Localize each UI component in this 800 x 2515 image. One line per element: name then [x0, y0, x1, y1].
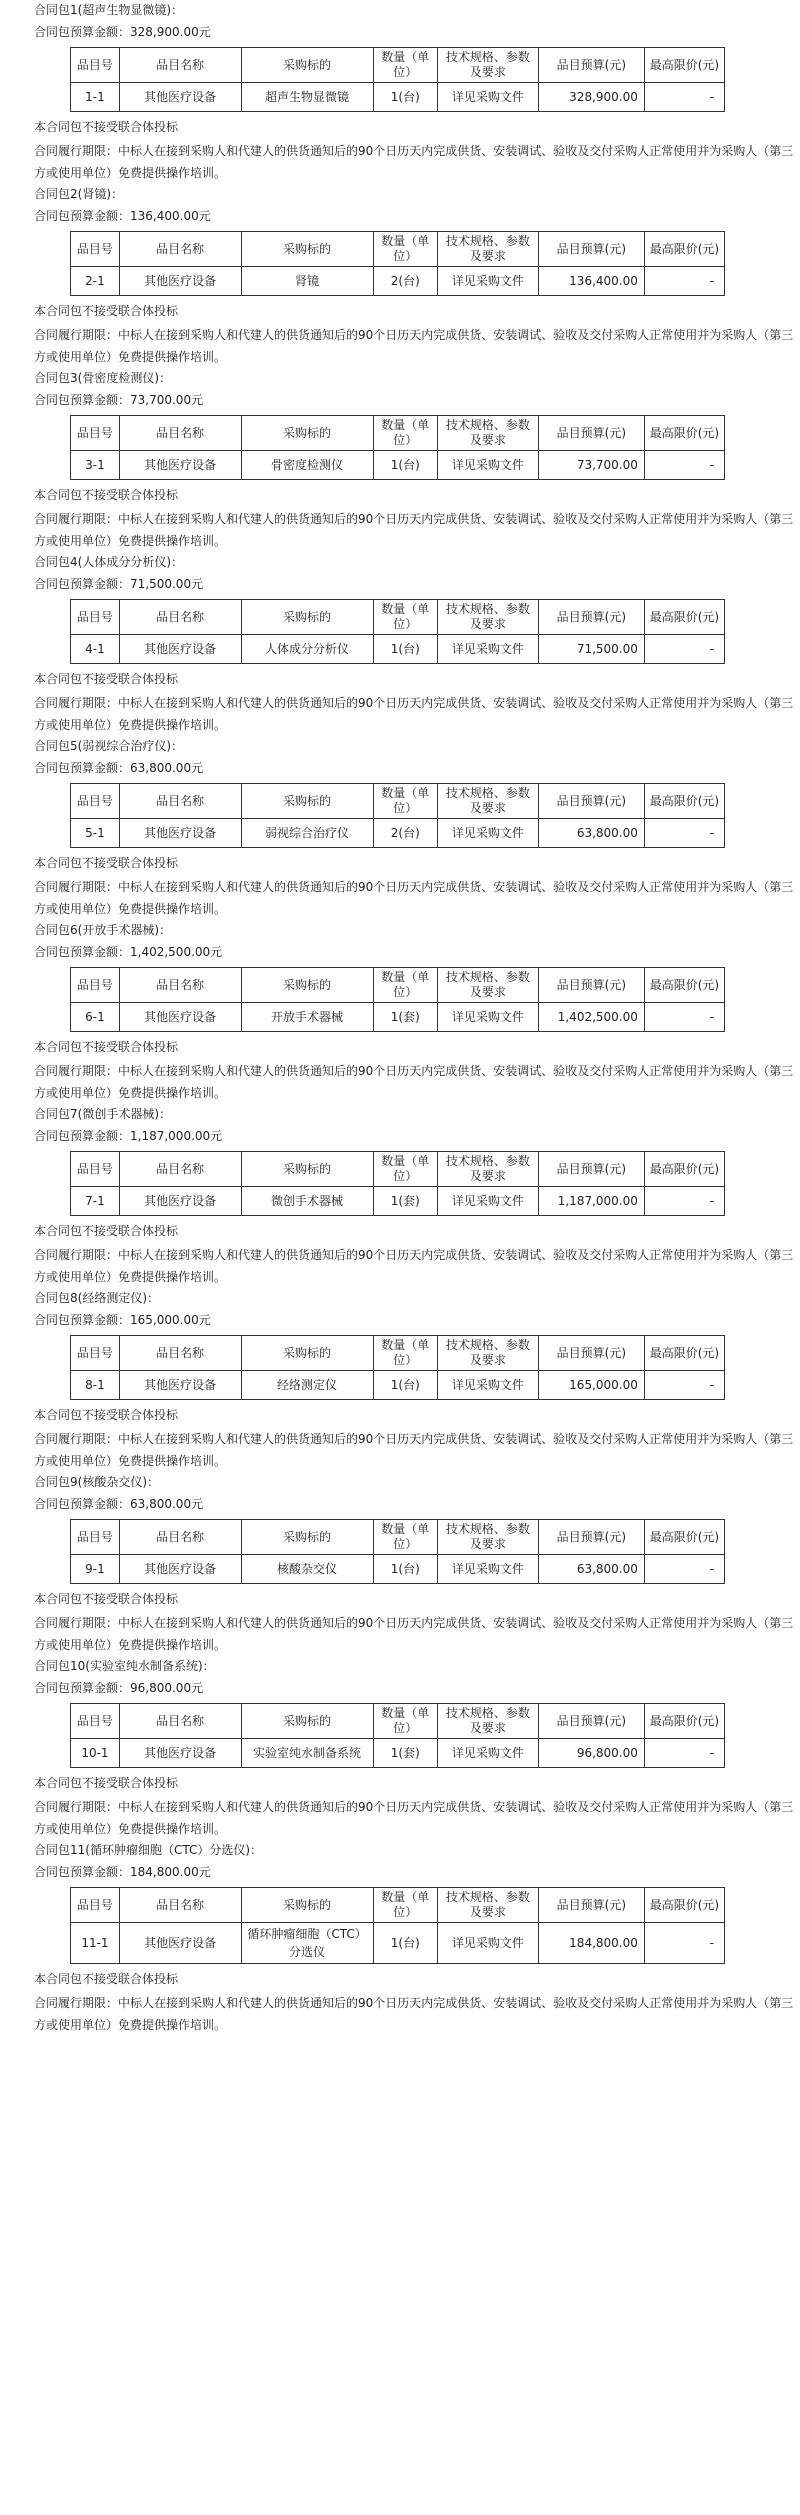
package-title: 合同包7(微创手术器械)：: [34, 1107, 171, 1121]
cell-target: 超声生物显微镜: [241, 83, 373, 112]
contract-package: [0, 737, 800, 920]
header-budget: 品目预算(元): [538, 1704, 644, 1739]
performance-period-clause: 合同履行期限：中标人在接到采购人和代建人的供货通知后的90个日历天内完成供货、安装调试、验收及交付采购人正常使用并为采购人（第三方或使用单位）免费提供操作培训。: [34, 880, 794, 916]
header-budget: 品目预算(元): [538, 968, 644, 1003]
header-max-price: 最高限价(元): [644, 1704, 724, 1739]
package-title: 合同包10(实验室纯水制备系统)：: [34, 1659, 215, 1673]
cell-item-no: 1-1: [71, 83, 120, 112]
header-spec: 技术规格、参数及要求: [438, 1704, 539, 1739]
header-item-no: 品目号: [71, 1152, 120, 1187]
cell-max-price: -: [644, 1923, 724, 1964]
header-target: 采购标的: [241, 1336, 373, 1371]
cell-budget: 73,700.00: [538, 451, 644, 480]
package-table: [70, 415, 725, 480]
cell-max-price: -: [644, 1187, 724, 1216]
cell-target: 经络测定仪: [241, 1371, 373, 1400]
package-budget: 合同包预算金额：63,800.00元: [34, 761, 204, 775]
contract-package: [0, 1473, 800, 1656]
header-budget: 品目预算(元): [538, 784, 644, 819]
table-header-row: [71, 968, 725, 1003]
header-target: 采购标的: [241, 416, 373, 451]
header-budget: 品目预算(元): [538, 232, 644, 267]
cell-budget: 1,187,000.00: [538, 1187, 644, 1216]
contract-package: [0, 369, 800, 552]
contract-package: [0, 185, 800, 368]
table-header-row: [71, 1152, 725, 1187]
cell-item-name: 其他医疗设备: [119, 1371, 241, 1400]
header-item-name: 品目名称: [119, 1152, 241, 1187]
cell-spec: 详见采购文件: [438, 83, 539, 112]
package-table: [70, 967, 725, 1032]
table-header-row: [71, 784, 725, 819]
header-target: 采购标的: [241, 1520, 373, 1555]
table-row: [71, 267, 725, 296]
header-quantity: 数量（单位）: [373, 600, 437, 635]
no-consortium-note: 本合同包不接受联合体投标: [34, 120, 179, 134]
no-consortium-note: 本合同包不接受联合体投标: [34, 488, 179, 502]
cell-quantity: 1(台): [373, 635, 437, 664]
package-title: 合同包3(骨密度检测仪)：: [34, 371, 171, 385]
package-table: [70, 599, 725, 664]
header-spec: 技术规格、参数及要求: [438, 1336, 539, 1371]
cell-item-no: 5-1: [71, 819, 120, 848]
no-consortium-note: 本合同包不接受联合体投标: [34, 1776, 179, 1790]
header-item-name: 品目名称: [119, 968, 241, 1003]
header-spec: 技术规格、参数及要求: [438, 232, 539, 267]
table-row: [71, 1187, 725, 1216]
header-item-no: 品目号: [71, 1336, 120, 1371]
cell-budget: 96,800.00: [538, 1739, 644, 1768]
performance-period-clause: 合同履行期限：中标人在接到采购人和代建人的供货通知后的90个日历天内完成供货、安装调试、验收及交付采购人正常使用并为采购人（第三方或使用单位）免费提供操作培训。: [34, 1248, 794, 1284]
table-header-row: [71, 600, 725, 635]
header-spec: 技术规格、参数及要求: [438, 1888, 539, 1923]
header-spec: 技术规格、参数及要求: [438, 1520, 539, 1555]
package-budget: 合同包预算金额：184,800.00元: [34, 1865, 211, 1879]
cell-budget: 71,500.00: [538, 635, 644, 664]
cell-target: 开放手术器械: [241, 1003, 373, 1032]
package-table: [70, 1887, 725, 1964]
cell-quantity: 1(台): [373, 83, 437, 112]
no-consortium-note: 本合同包不接受联合体投标: [34, 304, 179, 318]
header-budget: 品目预算(元): [538, 416, 644, 451]
cell-target: 肾镜: [241, 267, 373, 296]
performance-period-clause: 合同履行期限：中标人在接到采购人和代建人的供货通知后的90个日历天内完成供货、安装调试、验收及交付采购人正常使用并为采购人（第三方或使用单位）免费提供操作培训。: [34, 144, 794, 180]
cell-max-price: -: [644, 267, 724, 296]
header-quantity: 数量（单位）: [373, 232, 437, 267]
performance-period-clause: 合同履行期限：中标人在接到采购人和代建人的供货通知后的90个日历天内完成供货、安装调试、验收及交付采购人正常使用并为采购人（第三方或使用单位）免费提供操作培训。: [34, 696, 794, 732]
header-max-price: 最高限价(元): [644, 1152, 724, 1187]
header-target: 采购标的: [241, 1152, 373, 1187]
table-row: [71, 1739, 725, 1768]
header-quantity: 数量（单位）: [373, 1520, 437, 1555]
cell-max-price: -: [644, 83, 724, 112]
cell-target: 骨密度检测仪: [241, 451, 373, 480]
package-budget: 合同包预算金额：1,187,000.00元: [34, 1129, 223, 1143]
package-table: [70, 47, 725, 112]
cell-spec: 详见采购文件: [438, 267, 539, 296]
header-target: 采购标的: [241, 232, 373, 267]
cell-item-no: 2-1: [71, 267, 120, 296]
header-max-price: 最高限价(元): [644, 784, 724, 819]
header-spec: 技术规格、参数及要求: [438, 968, 539, 1003]
cell-item-no: 4-1: [71, 635, 120, 664]
header-quantity: 数量（单位）: [373, 1336, 437, 1371]
header-spec: 技术规格、参数及要求: [438, 416, 539, 451]
table-row: [71, 635, 725, 664]
package-title: 合同包8(经络测定仪)：: [34, 1291, 159, 1305]
cell-target: 微创手术器械: [241, 1187, 373, 1216]
header-max-price: 最高限价(元): [644, 1888, 724, 1923]
contract-package: [0, 1105, 800, 1288]
header-max-price: 最高限价(元): [644, 1520, 724, 1555]
header-budget: 品目预算(元): [538, 1888, 644, 1923]
cell-quantity: 1(套): [373, 1187, 437, 1216]
cell-quantity: 1(套): [373, 1003, 437, 1032]
header-item-name: 品目名称: [119, 1336, 241, 1371]
table-row: [71, 1555, 725, 1584]
header-max-price: 最高限价(元): [644, 1336, 724, 1371]
cell-item-no: 6-1: [71, 1003, 120, 1032]
cell-target: 弱视综合治疗仪: [241, 819, 373, 848]
cell-item-name: 其他医疗设备: [119, 1739, 241, 1768]
performance-period-clause: 合同履行期限：中标人在接到采购人和代建人的供货通知后的90个日历天内完成供货、安装调试、验收及交付采购人正常使用并为采购人（第三方或使用单位）免费提供操作培训。: [34, 1800, 794, 1836]
no-consortium-note: 本合同包不接受联合体投标: [34, 1408, 179, 1422]
cell-budget: 63,800.00: [538, 819, 644, 848]
header-item-name: 品目名称: [119, 1520, 241, 1555]
table-header-row: [71, 48, 725, 83]
cell-spec: 详见采购文件: [438, 1003, 539, 1032]
header-item-name: 品目名称: [119, 600, 241, 635]
header-quantity: 数量（单位）: [373, 48, 437, 83]
cell-item-no: 11-1: [71, 1923, 120, 1964]
table-row: [71, 451, 725, 480]
header-spec: 技术规格、参数及要求: [438, 1152, 539, 1187]
header-item-no: 品目号: [71, 784, 120, 819]
table-row: [71, 1923, 725, 1964]
contract-package: [0, 1289, 800, 1472]
cell-budget: 63,800.00: [538, 1555, 644, 1584]
cell-max-price: -: [644, 451, 724, 480]
header-target: 采购标的: [241, 48, 373, 83]
contract-package: [0, 1841, 800, 2036]
document: [0, 1, 800, 2036]
header-quantity: 数量（单位）: [373, 784, 437, 819]
package-title: 合同包2(肾镜)：: [34, 187, 123, 201]
header-item-no: 品目号: [71, 1888, 120, 1923]
header-target: 采购标的: [241, 600, 373, 635]
header-quantity: 数量（单位）: [373, 416, 437, 451]
cell-quantity: 2(台): [373, 267, 437, 296]
header-item-name: 品目名称: [119, 48, 241, 83]
package-title: 合同包5(弱视综合治疗仪)：: [34, 739, 183, 753]
header-max-price: 最高限价(元): [644, 232, 724, 267]
package-title: 合同包11(循环肿瘤细胞（CTC）分选仪)：: [34, 1843, 263, 1857]
no-consortium-note: 本合同包不接受联合体投标: [34, 672, 179, 686]
header-quantity: 数量（单位）: [373, 1152, 437, 1187]
performance-period-clause: 合同履行期限：中标人在接到采购人和代建人的供货通知后的90个日历天内完成供货、安装调试、验收及交付采购人正常使用并为采购人（第三方或使用单位）免费提供操作培训。: [34, 1996, 794, 2032]
contract-package: [0, 921, 800, 1104]
cell-budget: 328,900.00: [538, 83, 644, 112]
cell-budget: 136,400.00: [538, 267, 644, 296]
cell-target: 实验室纯水制备系统: [241, 1739, 373, 1768]
cell-max-price: -: [644, 819, 724, 848]
cell-quantity: 2(台): [373, 819, 437, 848]
cell-target: 人体成分分析仪: [241, 635, 373, 664]
table-header-row: [71, 1520, 725, 1555]
cell-item-name: 其他医疗设备: [119, 1003, 241, 1032]
package-title: 合同包6(开放手术器械)：: [34, 923, 171, 937]
header-spec: 技术规格、参数及要求: [438, 784, 539, 819]
header-quantity: 数量（单位）: [373, 1888, 437, 1923]
header-budget: 品目预算(元): [538, 1520, 644, 1555]
cell-item-no: 8-1: [71, 1371, 120, 1400]
header-budget: 品目预算(元): [538, 1336, 644, 1371]
header-max-price: 最高限价(元): [644, 600, 724, 635]
table-header-row: [71, 1336, 725, 1371]
package-table: [70, 1335, 725, 1400]
cell-spec: 详见采购文件: [438, 1923, 539, 1964]
cell-target: 循环肿瘤细胞（CTC）分选仪: [241, 1923, 373, 1964]
cell-item-name: 其他医疗设备: [119, 1187, 241, 1216]
performance-period-clause: 合同履行期限：中标人在接到采购人和代建人的供货通知后的90个日历天内完成供货、安装调试、验收及交付采购人正常使用并为采购人（第三方或使用单位）免费提供操作培训。: [34, 1432, 794, 1468]
header-item-name: 品目名称: [119, 1888, 241, 1923]
package-table: [70, 783, 725, 848]
header-item-no: 品目号: [71, 1704, 120, 1739]
package-budget: 合同包预算金额：71,500.00元: [34, 577, 204, 591]
contract-package: [0, 1, 800, 184]
cell-target: 核酸杂交仪: [241, 1555, 373, 1584]
cell-spec: 详见采购文件: [438, 635, 539, 664]
header-item-no: 品目号: [71, 600, 120, 635]
package-table: [70, 231, 725, 296]
cell-item-name: 其他医疗设备: [119, 267, 241, 296]
header-max-price: 最高限价(元): [644, 968, 724, 1003]
table-row: [71, 819, 725, 848]
package-budget: 合同包预算金额：136,400.00元: [34, 209, 211, 223]
cell-quantity: 1(套): [373, 1739, 437, 1768]
cell-item-name: 其他医疗设备: [119, 451, 241, 480]
cell-budget: 184,800.00: [538, 1923, 644, 1964]
header-target: 采购标的: [241, 1888, 373, 1923]
cell-item-name: 其他医疗设备: [119, 83, 241, 112]
cell-item-no: 10-1: [71, 1739, 120, 1768]
no-consortium-note: 本合同包不接受联合体投标: [34, 1040, 179, 1054]
cell-spec: 详见采购文件: [438, 1555, 539, 1584]
package-budget: 合同包预算金额：73,700.00元: [34, 393, 204, 407]
cell-item-no: 9-1: [71, 1555, 120, 1584]
cell-spec: 详见采购文件: [438, 1739, 539, 1768]
header-item-no: 品目号: [71, 1520, 120, 1555]
header-budget: 品目预算(元): [538, 48, 644, 83]
cell-item-name: 其他医疗设备: [119, 1555, 241, 1584]
header-max-price: 最高限价(元): [644, 416, 724, 451]
cell-spec: 详见采购文件: [438, 451, 539, 480]
cell-spec: 详见采购文件: [438, 1371, 539, 1400]
performance-period-clause: 合同履行期限：中标人在接到采购人和代建人的供货通知后的90个日历天内完成供货、安装调试、验收及交付采购人正常使用并为采购人（第三方或使用单位）免费提供操作培训。: [34, 1616, 794, 1652]
package-title: 合同包4(人体成分分析仪)：: [34, 555, 183, 569]
performance-period-clause: 合同履行期限：中标人在接到采购人和代建人的供货通知后的90个日历天内完成供货、安装调试、验收及交付采购人正常使用并为采购人（第三方或使用单位）免费提供操作培训。: [34, 1064, 794, 1100]
header-spec: 技术规格、参数及要求: [438, 600, 539, 635]
table-row: [71, 1003, 725, 1032]
header-spec: 技术规格、参数及要求: [438, 48, 539, 83]
header-budget: 品目预算(元): [538, 1152, 644, 1187]
cell-budget: 165,000.00: [538, 1371, 644, 1400]
package-table: [70, 1703, 725, 1768]
table-header-row: [71, 232, 725, 267]
package-budget: 合同包预算金额：328,900.00元: [34, 25, 211, 39]
header-target: 采购标的: [241, 784, 373, 819]
cell-item-name: 其他医疗设备: [119, 635, 241, 664]
table-header-row: [71, 416, 725, 451]
cell-quantity: 1(台): [373, 1371, 437, 1400]
cell-max-price: -: [644, 1371, 724, 1400]
header-quantity: 数量（单位）: [373, 1704, 437, 1739]
cell-max-price: -: [644, 1003, 724, 1032]
cell-quantity: 1(台): [373, 451, 437, 480]
package-title: 合同包9(核酸杂交仪)：: [34, 1475, 159, 1489]
cell-quantity: 1(台): [373, 1555, 437, 1584]
cell-item-name: 其他医疗设备: [119, 819, 241, 848]
header-item-no: 品目号: [71, 416, 120, 451]
package-table: [70, 1519, 725, 1584]
cell-max-price: -: [644, 635, 724, 664]
header-budget: 品目预算(元): [538, 600, 644, 635]
cell-item-no: 7-1: [71, 1187, 120, 1216]
no-consortium-note: 本合同包不接受联合体投标: [34, 1224, 179, 1238]
header-item-no: 品目号: [71, 48, 120, 83]
package-budget: 合同包预算金额：165,000.00元: [34, 1313, 211, 1327]
table-row: [71, 1371, 725, 1400]
cell-max-price: -: [644, 1739, 724, 1768]
header-target: 采购标的: [241, 968, 373, 1003]
package-budget: 合同包预算金额：63,800.00元: [34, 1497, 204, 1511]
cell-budget: 1,402,500.00: [538, 1003, 644, 1032]
contract-package: [0, 553, 800, 736]
table-header-row: [71, 1704, 725, 1739]
header-item-no: 品目号: [71, 232, 120, 267]
package-budget: 合同包预算金额：96,800.00元: [34, 1681, 204, 1695]
package-budget: 合同包预算金额：1,402,500.00元: [34, 945, 223, 959]
cell-item-name: 其他医疗设备: [119, 1923, 241, 1964]
header-item-name: 品目名称: [119, 232, 241, 267]
header-item-name: 品目名称: [119, 416, 241, 451]
cell-item-no: 3-1: [71, 451, 120, 480]
no-consortium-note: 本合同包不接受联合体投标: [34, 856, 179, 870]
performance-period-clause: 合同履行期限：中标人在接到采购人和代建人的供货通知后的90个日历天内完成供货、安装调试、验收及交付采购人正常使用并为采购人（第三方或使用单位）免费提供操作培训。: [34, 512, 794, 548]
table-header-row: [71, 1888, 725, 1923]
header-item-no: 品目号: [71, 968, 120, 1003]
no-consortium-note: 本合同包不接受联合体投标: [34, 1592, 179, 1606]
header-quantity: 数量（单位）: [373, 968, 437, 1003]
header-target: 采购标的: [241, 1704, 373, 1739]
performance-period-clause: 合同履行期限：中标人在接到采购人和代建人的供货通知后的90个日历天内完成供货、安装调试、验收及交付采购人正常使用并为采购人（第三方或使用单位）免费提供操作培训。: [34, 328, 794, 364]
cell-quantity: 1(台): [373, 1923, 437, 1964]
table-row: [71, 83, 725, 112]
header-max-price: 最高限价(元): [644, 48, 724, 83]
package-title: 合同包1(超声生物显微镜)：: [34, 3, 183, 17]
cell-spec: 详见采购文件: [438, 1187, 539, 1216]
header-item-name: 品目名称: [119, 1704, 241, 1739]
header-item-name: 品目名称: [119, 784, 241, 819]
cell-max-price: -: [644, 1555, 724, 1584]
no-consortium-note: 本合同包不接受联合体投标: [34, 1972, 179, 1986]
package-table: [70, 1151, 725, 1216]
cell-spec: 详见采购文件: [438, 819, 539, 848]
contract-package: [0, 1657, 800, 1840]
